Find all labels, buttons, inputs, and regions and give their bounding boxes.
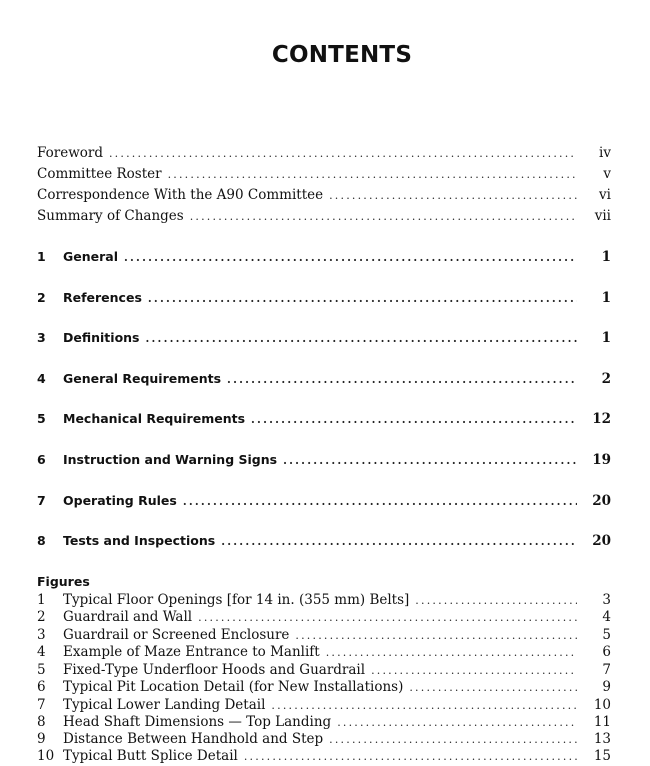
toc-figure-7[interactable] [37,697,611,715]
figure-page: 3 [602,592,611,608]
dot-leader [198,611,577,624]
dot-leader [409,681,577,694]
toc-entry-foreword[interactable] [37,145,611,163]
figure-label: Typical Pit Location Detail (for New Installations) [63,679,404,695]
section-label: General [63,249,118,264]
toc-entry-label: Committee Roster [37,166,162,182]
figure-label: Typical Butt Splice Detail [63,748,238,764]
dot-leader [244,750,577,763]
section-number: 6 [37,452,46,467]
toc-section-7[interactable] [37,493,611,511]
figure-label: Distance Between Handhold and Step [63,731,324,747]
toc-figure-4[interactable] [37,644,611,662]
section-number: 5 [37,411,46,426]
figure-number: 9 [37,731,46,747]
toc-figure-6[interactable] [37,679,611,697]
toc-entry-page: vi [599,187,611,203]
toc-section-4[interactable] [37,371,611,389]
toc-section-5[interactable] [37,411,611,429]
section-page: 20 [592,533,611,549]
section-page: 2 [601,371,611,387]
dot-leader [109,147,577,160]
section-label: Instruction and Warning Signs [63,452,278,467]
toc-entry-label: Correspondence With the A90 Committee [37,187,324,203]
figure-number: 2 [37,609,46,625]
dot-leader [326,646,577,659]
figure-page: 10 [593,697,611,713]
section-label: Definitions [63,330,140,345]
toc-figure-8[interactable] [37,714,611,732]
toc-entry-page: iv [599,145,611,161]
dot-leader [124,251,577,264]
section-label: Tests and Inspections [63,533,216,548]
toc-entry-committee-roster[interactable] [37,166,611,184]
section-number: 7 [37,493,46,508]
figure-number: 3 [37,627,46,643]
dot-leader [190,210,577,223]
dot-leader [283,454,577,467]
figure-number: 10 [37,748,55,764]
dot-leader [146,332,578,345]
dot-leader [183,495,577,508]
toc-entry-page: vii [594,208,611,224]
figure-label: Guardrail and Wall [63,609,193,625]
section-number: 4 [37,371,46,386]
dot-leader [227,373,577,386]
toc-figure-9[interactable] [37,731,611,749]
toc-figure-10[interactable] [37,748,611,766]
toc-entry-summary-of-changes[interactable] [37,208,611,226]
dot-leader [168,168,577,181]
figure-label: Typical Floor Openings [for 14 in. (355 mm) Belts] [63,592,410,608]
figure-number: 6 [37,679,46,695]
toc-figure-3[interactable] [37,627,611,645]
section-page: 19 [592,452,611,468]
section-label: General Requirements [63,371,222,386]
section-page: 12 [592,411,611,427]
section-page: 1 [601,249,611,265]
toc-entry-page: v [603,166,611,182]
dot-leader [329,733,577,746]
toc-section-3[interactable] [37,330,611,348]
section-page: 1 [601,290,611,306]
toc-section-8[interactable] [37,533,611,551]
figure-number: 1 [37,592,46,608]
dot-leader [148,292,577,305]
dot-leader [371,664,577,677]
figure-number: 7 [37,697,46,713]
section-page: 1 [601,330,611,346]
figure-number: 4 [37,644,46,660]
toc-section-2[interactable] [37,290,611,308]
figure-page: 9 [602,679,611,695]
toc-section-1[interactable] [37,249,611,267]
toc-figure-1[interactable] [37,592,611,610]
page-title: CONTENTS [271,42,413,68]
section-label: Mechanical Requirements [63,411,246,426]
dot-leader [329,189,577,202]
toc-figure-5[interactable] [37,662,611,680]
figure-page: 5 [602,627,611,643]
dot-leader [295,629,577,642]
toc-figure-2[interactable] [37,609,611,627]
section-label: References [63,290,142,305]
figure-page: 15 [593,748,611,764]
figure-page: 13 [593,731,611,747]
toc-section-6[interactable] [37,452,611,470]
figure-page: 11 [593,714,611,730]
section-number: 2 [37,290,46,305]
section-label: Operating Rules [63,493,177,508]
toc-entry-label: Summary of Changes [37,208,184,224]
section-page: 20 [592,493,611,509]
toc-entry-label: Foreword [37,145,103,161]
dot-leader [271,699,577,712]
dot-leader [415,594,577,607]
figure-page: 7 [602,662,611,678]
figure-number: 8 [37,714,46,730]
dot-leader [251,413,577,426]
figure-label: Fixed-Type Underfloor Hoods and Guardrail [63,662,366,678]
figure-label: Guardrail or Screened Enclosure [63,627,290,643]
figure-label: Head Shaft Dimensions — Top Landing [63,714,332,730]
toc-entry-correspondence[interactable] [37,187,611,205]
figures-heading: Figures [37,574,90,589]
section-number: 3 [37,330,46,345]
figure-label: Example of Maze Entrance to Manlift [63,644,320,660]
section-number: 1 [37,249,46,264]
figure-label: Typical Lower Landing Detail [63,697,266,713]
section-number: 8 [37,533,46,548]
figure-number: 5 [37,662,46,678]
figure-page: 6 [602,644,611,660]
dot-leader [221,535,577,548]
dot-leader [337,716,577,729]
figure-page: 4 [602,609,611,625]
